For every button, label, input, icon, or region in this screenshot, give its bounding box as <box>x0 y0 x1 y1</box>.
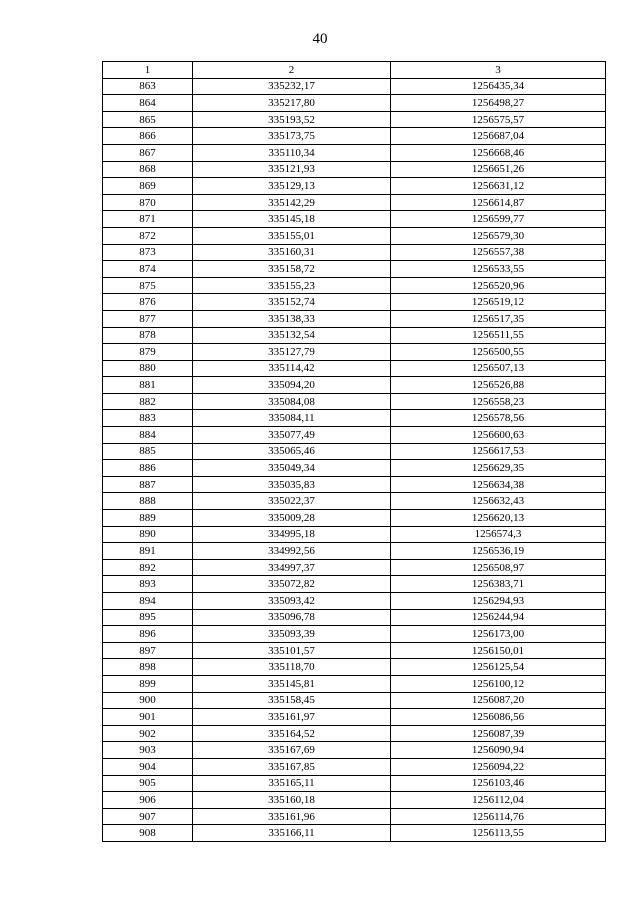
point-number-cell: 872 <box>103 227 193 244</box>
table-row <box>103 310 606 327</box>
table-row <box>103 111 606 128</box>
point-number-cell: 898 <box>103 659 193 676</box>
x-coordinate-cell: 335232,17 <box>193 78 391 95</box>
table-row <box>103 410 606 427</box>
y-coordinate-cell: 1256614,87 <box>391 194 606 211</box>
x-coordinate-cell: 335132,54 <box>193 327 391 344</box>
x-coordinate-cell: 335121,93 <box>193 161 391 178</box>
table-row <box>103 161 606 178</box>
table-row <box>103 659 606 676</box>
table-row <box>103 543 606 560</box>
point-number-cell: 871 <box>103 211 193 228</box>
point-number-cell: 895 <box>103 609 193 626</box>
table-row <box>103 675 606 692</box>
point-number-cell: 873 <box>103 244 193 261</box>
column-header-1: 1 <box>103 62 193 79</box>
point-number-cell: 884 <box>103 427 193 444</box>
table-row <box>103 609 606 626</box>
x-coordinate-cell: 335193,52 <box>193 111 391 128</box>
table-row <box>103 194 606 211</box>
x-coordinate-cell: 335158,72 <box>193 261 391 278</box>
table-body <box>103 78 606 841</box>
point-number-cell: 868 <box>103 161 193 178</box>
point-number-cell: 876 <box>103 294 193 311</box>
x-coordinate-cell: 335093,39 <box>193 626 391 643</box>
y-coordinate-cell: 1256579,30 <box>391 227 606 244</box>
point-number-cell: 903 <box>103 742 193 759</box>
point-number-cell: 880 <box>103 360 193 377</box>
x-coordinate-cell: 335155,23 <box>193 277 391 294</box>
y-coordinate-cell: 1256087,39 <box>391 725 606 742</box>
point-number-cell: 894 <box>103 593 193 610</box>
y-coordinate-cell: 1256617,53 <box>391 443 606 460</box>
y-coordinate-cell: 1256498,27 <box>391 95 606 112</box>
point-number-cell: 874 <box>103 261 193 278</box>
y-coordinate-cell: 1256578,56 <box>391 410 606 427</box>
point-number-cell: 892 <box>103 559 193 576</box>
page-number: 40 <box>312 31 328 47</box>
point-number-cell: 870 <box>103 194 193 211</box>
point-number-cell: 896 <box>103 626 193 643</box>
y-coordinate-cell: 1256629,35 <box>391 460 606 477</box>
table-row <box>103 178 606 195</box>
x-coordinate-cell: 335094,20 <box>193 377 391 394</box>
y-coordinate-cell: 1256632,43 <box>391 493 606 510</box>
point-number-cell: 886 <box>103 460 193 477</box>
x-coordinate-cell: 335093,42 <box>193 593 391 610</box>
x-coordinate-cell: 335138,33 <box>193 310 391 327</box>
table-row <box>103 775 606 792</box>
x-coordinate-cell: 335114,42 <box>193 360 391 377</box>
point-number-cell: 899 <box>103 675 193 692</box>
table-row <box>103 642 606 659</box>
table-row <box>103 493 606 510</box>
y-coordinate-cell: 1256634,38 <box>391 476 606 493</box>
table-header-row <box>103 62 606 79</box>
coordinates-table <box>102 61 606 842</box>
x-coordinate-cell: 335084,11 <box>193 410 391 427</box>
point-number-cell: 897 <box>103 642 193 659</box>
table-row <box>103 443 606 460</box>
point-number-cell: 864 <box>103 95 193 112</box>
table-row <box>103 792 606 809</box>
x-coordinate-cell: 335167,85 <box>193 758 391 775</box>
y-coordinate-cell: 1256599,77 <box>391 211 606 228</box>
x-coordinate-cell: 335167,69 <box>193 742 391 759</box>
point-number-cell: 865 <box>103 111 193 128</box>
x-coordinate-cell: 335152,74 <box>193 294 391 311</box>
point-number-cell: 891 <box>103 543 193 560</box>
table-row <box>103 377 606 394</box>
x-coordinate-cell: 335110,34 <box>193 144 391 161</box>
y-coordinate-cell: 1256536,19 <box>391 543 606 560</box>
table-row <box>103 427 606 444</box>
table-row <box>103 393 606 410</box>
x-coordinate-cell: 335217,80 <box>193 95 391 112</box>
point-number-cell: 878 <box>103 327 193 344</box>
x-coordinate-cell: 335084,08 <box>193 393 391 410</box>
point-number-cell: 882 <box>103 393 193 410</box>
table-row <box>103 128 606 145</box>
y-coordinate-cell: 1256668,46 <box>391 144 606 161</box>
x-coordinate-cell: 335035,83 <box>193 476 391 493</box>
y-coordinate-cell: 1256631,12 <box>391 178 606 195</box>
y-coordinate-cell: 1256526,88 <box>391 377 606 394</box>
y-coordinate-cell: 1256517,35 <box>391 310 606 327</box>
point-number-cell: 867 <box>103 144 193 161</box>
point-number-cell: 907 <box>103 808 193 825</box>
point-number-cell: 869 <box>103 178 193 195</box>
x-coordinate-cell: 335160,31 <box>193 244 391 261</box>
table-row <box>103 244 606 261</box>
x-coordinate-cell: 335118,70 <box>193 659 391 676</box>
y-coordinate-cell: 1256600,63 <box>391 427 606 444</box>
x-coordinate-cell: 335158,45 <box>193 692 391 709</box>
x-coordinate-cell: 335009,28 <box>193 510 391 527</box>
x-coordinate-cell: 335165,11 <box>193 775 391 792</box>
y-coordinate-cell: 1256112,04 <box>391 792 606 809</box>
point-number-cell: 883 <box>103 410 193 427</box>
table-row <box>103 808 606 825</box>
point-number-cell: 885 <box>103 443 193 460</box>
x-coordinate-cell: 335096,78 <box>193 609 391 626</box>
y-coordinate-cell: 1256114,76 <box>391 808 606 825</box>
y-coordinate-cell: 1256507,13 <box>391 360 606 377</box>
point-number-cell: 887 <box>103 476 193 493</box>
x-coordinate-cell: 335145,81 <box>193 675 391 692</box>
x-coordinate-cell: 335161,96 <box>193 808 391 825</box>
x-coordinate-cell: 335101,57 <box>193 642 391 659</box>
point-number-cell: 906 <box>103 792 193 809</box>
point-number-cell: 866 <box>103 128 193 145</box>
x-coordinate-cell: 334995,18 <box>193 526 391 543</box>
table-row <box>103 709 606 726</box>
y-coordinate-cell: 1256687,04 <box>391 128 606 145</box>
table-row <box>103 626 606 643</box>
point-number-cell: 888 <box>103 493 193 510</box>
table-row <box>103 78 606 95</box>
point-number-cell: 889 <box>103 510 193 527</box>
point-number-cell: 863 <box>103 78 193 95</box>
y-coordinate-cell: 1256090,94 <box>391 742 606 759</box>
y-coordinate-cell: 1256519,12 <box>391 294 606 311</box>
table-row <box>103 559 606 576</box>
table-row <box>103 510 606 527</box>
y-coordinate-cell: 1256294,93 <box>391 593 606 610</box>
point-number-cell: 875 <box>103 277 193 294</box>
x-coordinate-cell: 335166,11 <box>193 825 391 842</box>
point-number-cell: 901 <box>103 709 193 726</box>
x-coordinate-cell: 335077,49 <box>193 427 391 444</box>
point-number-cell: 879 <box>103 344 193 361</box>
table-row <box>103 277 606 294</box>
x-coordinate-cell: 335173,75 <box>193 128 391 145</box>
table-row <box>103 144 606 161</box>
x-coordinate-cell: 335129,13 <box>193 178 391 195</box>
y-coordinate-cell: 1256125,54 <box>391 659 606 676</box>
x-coordinate-cell: 335072,82 <box>193 576 391 593</box>
table-row <box>103 593 606 610</box>
y-coordinate-cell: 1256100,12 <box>391 675 606 692</box>
y-coordinate-cell: 1256383,71 <box>391 576 606 593</box>
table-row <box>103 227 606 244</box>
column-header-2: 2 <box>193 62 391 79</box>
y-coordinate-cell: 1256087,20 <box>391 692 606 709</box>
y-coordinate-cell: 1256500,55 <box>391 344 606 361</box>
table-row <box>103 211 606 228</box>
x-coordinate-cell: 335161,97 <box>193 709 391 726</box>
x-coordinate-cell: 335065,46 <box>193 443 391 460</box>
y-coordinate-cell: 1256113,55 <box>391 825 606 842</box>
y-coordinate-cell: 1256435,34 <box>391 78 606 95</box>
x-coordinate-cell: 335145,18 <box>193 211 391 228</box>
x-coordinate-cell: 335160,18 <box>193 792 391 809</box>
y-coordinate-cell: 1256557,38 <box>391 244 606 261</box>
x-coordinate-cell: 335164,52 <box>193 725 391 742</box>
x-coordinate-cell: 334992,56 <box>193 543 391 560</box>
y-coordinate-cell: 1256620,13 <box>391 510 606 527</box>
y-coordinate-cell: 1256558,23 <box>391 393 606 410</box>
table-row <box>103 476 606 493</box>
point-number-cell: 877 <box>103 310 193 327</box>
y-coordinate-cell: 1256520,96 <box>391 277 606 294</box>
x-coordinate-cell: 334997,37 <box>193 559 391 576</box>
table-row <box>103 692 606 709</box>
point-number-cell: 905 <box>103 775 193 792</box>
y-coordinate-cell: 1256574,3 <box>391 526 606 543</box>
table-row <box>103 825 606 842</box>
table-row <box>103 460 606 477</box>
x-coordinate-cell: 335049,34 <box>193 460 391 477</box>
table-row <box>103 344 606 361</box>
table-row <box>103 261 606 278</box>
table-row <box>103 742 606 759</box>
y-coordinate-cell: 1256508,97 <box>391 559 606 576</box>
table-row <box>103 758 606 775</box>
table-row <box>103 576 606 593</box>
y-coordinate-cell: 1256086,56 <box>391 709 606 726</box>
point-number-cell: 900 <box>103 692 193 709</box>
x-coordinate-cell: 335022,37 <box>193 493 391 510</box>
x-coordinate-cell: 335142,29 <box>193 194 391 211</box>
y-coordinate-cell: 1256533,55 <box>391 261 606 278</box>
point-number-cell: 890 <box>103 526 193 543</box>
y-coordinate-cell: 1256651,26 <box>391 161 606 178</box>
y-coordinate-cell: 1256103,46 <box>391 775 606 792</box>
table-row <box>103 526 606 543</box>
column-header-3: 3 <box>391 62 606 79</box>
x-coordinate-cell: 335155,01 <box>193 227 391 244</box>
table-row <box>103 95 606 112</box>
table-row <box>103 294 606 311</box>
table-row <box>103 327 606 344</box>
point-number-cell: 908 <box>103 825 193 842</box>
y-coordinate-cell: 1256511,55 <box>391 327 606 344</box>
point-number-cell: 902 <box>103 725 193 742</box>
y-coordinate-cell: 1256094,22 <box>391 758 606 775</box>
y-coordinate-cell: 1256150,01 <box>391 642 606 659</box>
point-number-cell: 881 <box>103 377 193 394</box>
y-coordinate-cell: 1256575,57 <box>391 111 606 128</box>
table-row <box>103 725 606 742</box>
point-number-cell: 893 <box>103 576 193 593</box>
y-coordinate-cell: 1256173,00 <box>391 626 606 643</box>
x-coordinate-cell: 335127,79 <box>193 344 391 361</box>
y-coordinate-cell: 1256244,94 <box>391 609 606 626</box>
point-number-cell: 904 <box>103 758 193 775</box>
table-row <box>103 360 606 377</box>
